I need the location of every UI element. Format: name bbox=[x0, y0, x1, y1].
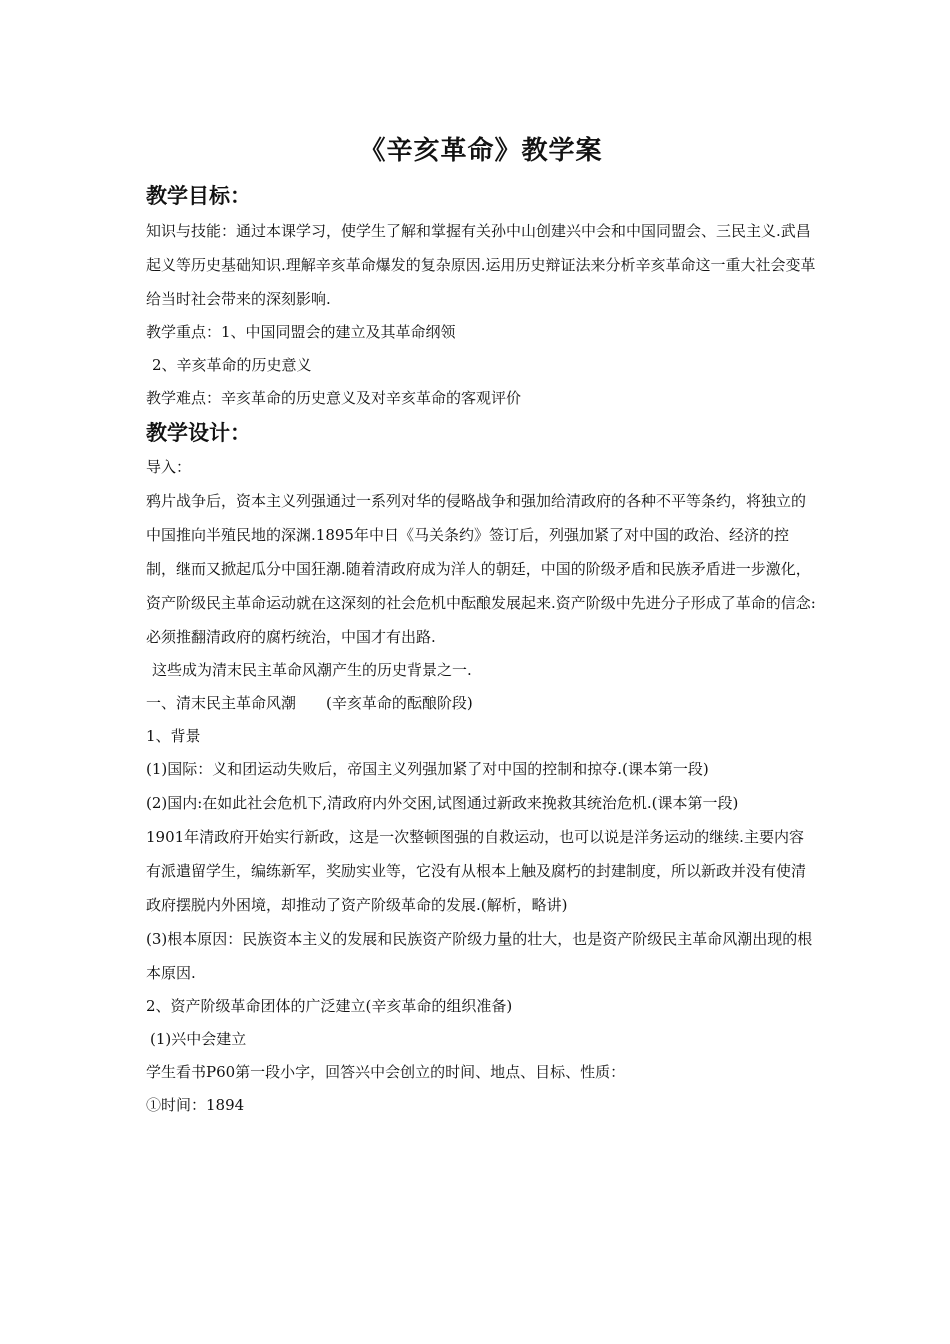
goals-knowledge-paragraph: 知识与技能：通过本课学习，使学生了解和掌握有关孙中山创建兴中会和中国同盟会、三民主义.武昌起义等历史基础知识.理解辛亥革命爆发的复杂原因.运用历史辩证法来分析辛亥革命这一重大社会变革给当时社会带来的深刻影响. bbox=[146, 222, 816, 308]
key-points-line-2: 2、辛亥革命的历史意义 bbox=[152, 356, 312, 374]
intro-label: 导入： bbox=[146, 458, 192, 476]
intro-conclusion: 这些成为清末民主革命风潮产生的历史背景之一. bbox=[152, 661, 472, 679]
section1-background: 1、背景 bbox=[146, 727, 201, 745]
design-heading: 教学设计： bbox=[146, 421, 251, 445]
section2-xingzhonghui: (1)兴中会建立 bbox=[150, 1030, 247, 1048]
section2-time: ①时间：1894 bbox=[146, 1096, 245, 1114]
document-title: 《辛亥革命》教学案 bbox=[359, 136, 603, 166]
document-page bbox=[146, 130, 816, 1122]
goals-heading: 教学目标： bbox=[146, 184, 251, 208]
intro-paragraph: 鸦片战争后，资本主义列强通过一系列对华的侵略战争和强加给清政府的各种不平等条约，将独立的中国推向半殖民地的深渊.1895年中日《马关条约》签订后，列强加紧了对中国的政治、经济的控制，继而又掀起瓜分中国狂潮.随着清政府成为洋人的朝廷，中国的阶级矛盾和民族矛盾进一步激化，资产阶级民主革命运动就在这深刻的社会危机中酝酿发展起来.资产阶级中先进分子形成了革命的信念:必须推翻清政府的腐朽统治，中国才有出路. bbox=[146, 492, 816, 646]
section1-title: 一、清末民主革命风潮 (辛亥革命的酝酿阶段) bbox=[146, 694, 473, 712]
section1-root-cause: (3)根本原因：民族资本主义的发展和民族资产阶级力量的壮大，也是资产阶级民主革命风潮出现的根本原因. bbox=[146, 930, 813, 982]
section2-title: 2、资产阶级革命团体的广泛建立(辛亥革命的组织准备) bbox=[146, 997, 513, 1015]
section1-domestic: (2)国内:在如此社会危机下,清政府内外交困,试图通过新政来挽救其统治危机.(课本第一段) bbox=[146, 794, 739, 812]
section1-new-policy: 1901年清政府开始实行新政，这是一次整顿图强的自救运动，也可以说是洋务运动的继续.主要内容有派遣留学生，编练新军，奖励实业等，它没有从根本上触及腐朽的封建制度，所以新政并没有使清政府摆脱内外困境，却推动了资产阶级革命的发展.(解析，略讲) bbox=[146, 828, 807, 914]
key-points-line-1: 教学重点：1、中国同盟会的建立及其革命纲领 bbox=[146, 323, 456, 341]
difficulties-line: 教学难点：辛亥革命的历史意义及对辛亥革命的客观评价 bbox=[146, 389, 522, 407]
section2-instruction: 学生看书P60第一段小字，回答兴中会创立的时间、地点、目标、性质： bbox=[146, 1063, 626, 1081]
section1-international: (1)国际：义和团运动失败后，帝国主义列强加紧了对中国的控制和掠夺.(课本第一段) bbox=[146, 760, 709, 778]
